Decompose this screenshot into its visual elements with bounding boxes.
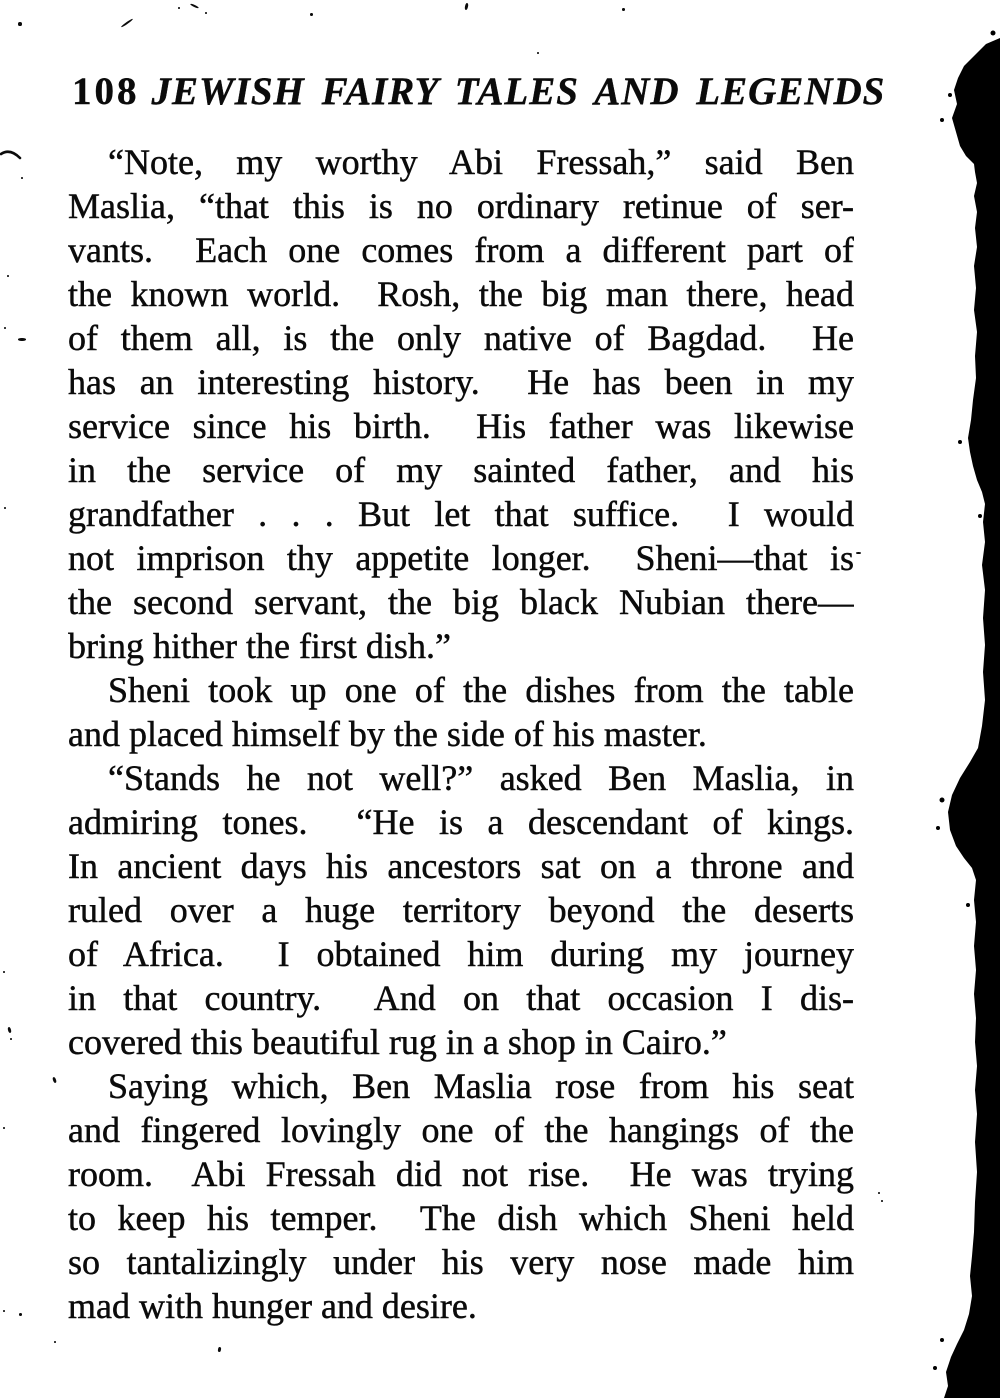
- scan-speck: [18, 338, 26, 341]
- scan-speck: [121, 18, 134, 28]
- text-line: the second servant, the big black Nubian there—: [68, 582, 854, 622]
- text-line: and fingered lovingly one of the hangings of the: [68, 1110, 854, 1150]
- scan-speck: [7, 275, 9, 277]
- body-text: [68, 140, 854, 1328]
- scan-speck: [856, 552, 861, 554]
- scan-speck: [18, 22, 22, 26]
- text-line: bring hither the first dish.”: [68, 626, 451, 666]
- text-line: ruled over a huge territory beyond the deserts: [68, 890, 854, 930]
- text-line: grandfather . . . But let that suffice. I would: [68, 494, 854, 534]
- text-line: In ancient days his ancestors sat on a throne and: [68, 846, 854, 886]
- running-header: [72, 68, 885, 116]
- scan-speck: [10, 1038, 12, 1040]
- scan-speck: [19, 1313, 22, 1316]
- scan-speck: [310, 13, 313, 16]
- scan-speck: [54, 1341, 56, 1343]
- scan-speck: [3, 971, 5, 973]
- scan-speck: [3, 1127, 5, 1129]
- text-line: “Note, my worthy Abi Fressah,” said Ben: [108, 142, 854, 182]
- scan-speck: [3, 1310, 5, 1312]
- scan-speck: [881, 1200, 883, 1202]
- text-line: service since his birth. His father was likewise: [68, 406, 854, 446]
- text-line: to keep his temper. The dish which Sheni held: [68, 1198, 854, 1238]
- running-title: JEWISH FAIRY TALES AND LEGENDS: [151, 70, 886, 113]
- text-line: admiring tones. “He is a descendant of kings.: [68, 802, 854, 842]
- scan-speck: [4, 507, 6, 509]
- text-line: Sheni took up one of the dishes from the table: [108, 670, 854, 710]
- text-line: covered this beautiful rug in a shop in Cairo.”: [68, 1022, 727, 1062]
- scan-speck: [464, 3, 468, 10]
- text-line: so tantalizingly under his very nose made him: [68, 1242, 854, 1282]
- scan-speck: [21, 177, 23, 179]
- right-edge-scan-shadow: [930, 0, 1000, 1398]
- scan-speck: [622, 8, 625, 11]
- scan-speck: [190, 3, 199, 9]
- text-line: and placed himself by the side of his master.: [68, 714, 707, 754]
- text-line: Maslia, “that this is no ordinary retinue of ser-: [68, 186, 854, 226]
- text-line: has an interesting history. He has been in my: [68, 362, 854, 402]
- text-line: the known world. Rosh, the big man there, head: [68, 274, 854, 314]
- scan-speck: [7, 1027, 11, 1034]
- text-line: not imprison thy appetite longer. Sheni—that is: [68, 538, 854, 578]
- text-line: room. Abi Fressah did not rise. He was trying: [68, 1154, 854, 1194]
- scan-speck: [218, 1347, 222, 1352]
- scan-speck: [4, 327, 6, 329]
- text-line: in the service of my sainted father, and his: [68, 450, 854, 490]
- page-number: 108: [72, 70, 140, 113]
- scan-speck: [205, 12, 207, 14]
- text-line: vants. Each one comes from a different part of: [68, 230, 854, 270]
- text-line: of them all, is the only native of Bagdad. He: [68, 318, 854, 358]
- text-line: of Africa. I obtained him during my journey: [68, 934, 854, 974]
- text-line: in that country. And on that occasion I dis-: [68, 978, 854, 1018]
- scan-speck: [878, 1192, 880, 1194]
- scan-hook-mark: [0, 146, 24, 172]
- text-line: mad with hunger and desire.: [68, 1286, 477, 1326]
- scan-speck: [178, 7, 180, 9]
- scan-speck: [537, 52, 539, 54]
- scan-speck: [52, 1077, 57, 1084]
- text-line: “Stands he not well?” asked Ben Maslia, in: [108, 758, 854, 798]
- text-line: Saying which, Ben Maslia rose from his seat: [108, 1066, 854, 1106]
